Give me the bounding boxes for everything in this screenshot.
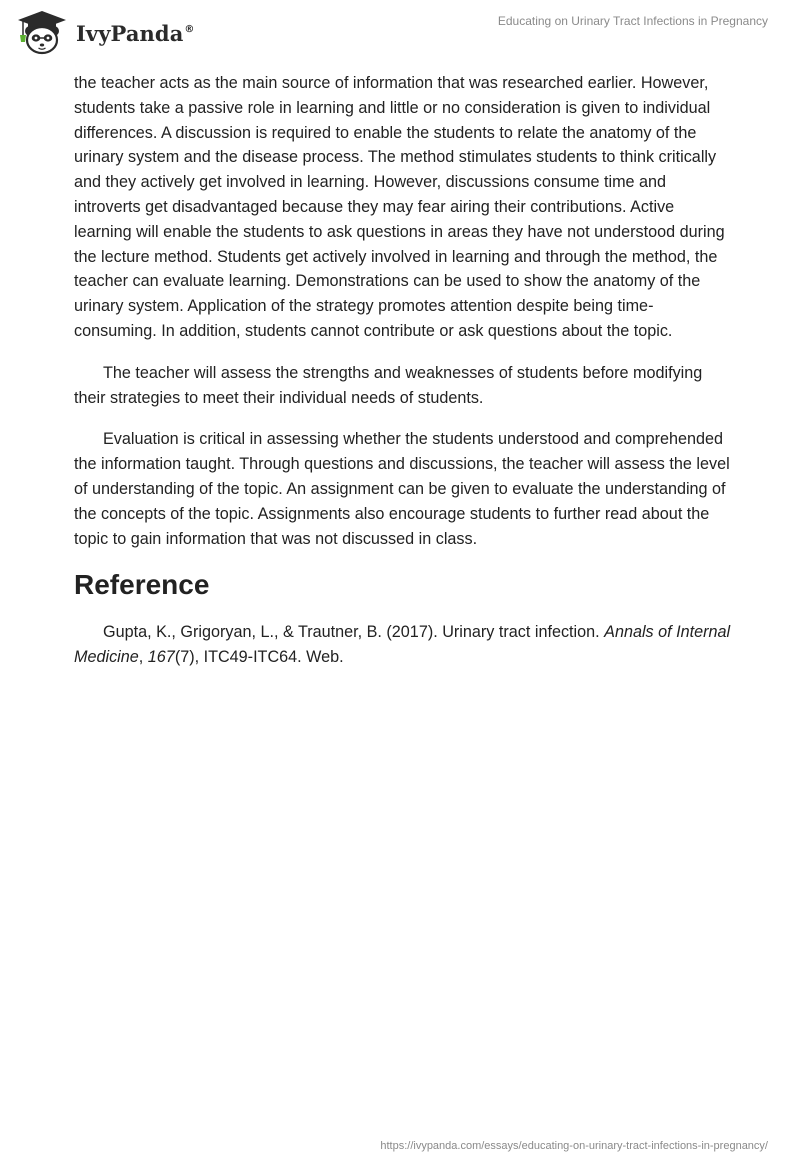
essay-content [74, 71, 734, 687]
reference-journal: Annals of Internal Medicine [74, 623, 731, 667]
panda-graduate-icon [14, 9, 70, 55]
reference-heading: Reference [74, 569, 210, 601]
source-url[interactable]: https://ivypanda.com/essays/educating-on-urinary-tract-infections-in-pregnancy/ [380, 1140, 768, 1152]
page-header [0, 0, 800, 60]
body-paragraph-3: Evaluation is critical in assessing whether the students understood and comprehended the information taught. Through questions and discussions, the teacher will assess the level of understanding of the topic. An assignment can be given to evaluate the understanding of the concepts of the topic. Assignments also encourage students to further read about the topic to gain information that was not discussed in class. [74, 430, 730, 548]
registered-mark: ® [184, 23, 195, 35]
body-paragraph-2: The teacher will assess the strengths and weaknesses of students before modifying their strategies to meet their individual needs of students. [74, 363, 703, 407]
reference-entry [74, 620, 734, 670]
logo-text: IvyPanda® [76, 20, 195, 46]
running-title: Educating on Urinary Tract Infections in Pregnancy [497, 14, 768, 28]
body-paragraph-1: the teacher acts as the main source of information that was researched earlier. However, students take a passive role in learning and little or no consideration is given to individual differences. A discussion is required to enable the students to relate the anatomy of the urinary system and the disease process. The method stimulates students to think critically and they actively get involved in learning. However, discussions consume time and introverts get disadvantaged because they may fear airing their contributions. Active learning will enable the students to ask questions in areas they have not understood during the lecture method. Students get actively involved in learning and through the method, the teacher can evaluate learning. Demonstrations can be used to show the anatomy of the urinary system. Application of the strategy promotes attention despite being time-consuming. In addition, students cannot contribute or ask questions about the topic. [74, 74, 725, 340]
reference-volume: 167 [147, 648, 175, 667]
reference-separator: , [138, 648, 148, 667]
logo[interactable] [14, 8, 195, 56]
reference-authors: Gupta, K., Grigoryan, L., & Trautner, B. (2017). Urinary tract infection. [103, 623, 605, 642]
reference-details: (7), ITC49-ITC64. Web. [174, 648, 344, 667]
